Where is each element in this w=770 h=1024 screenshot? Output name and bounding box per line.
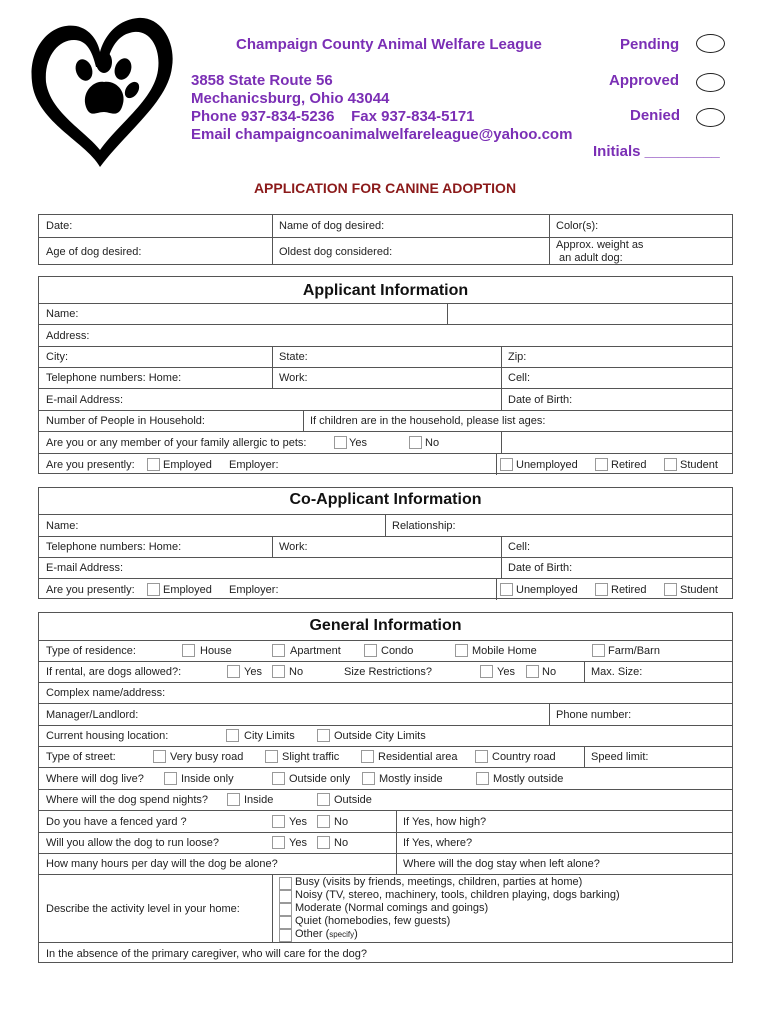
very-busy-label: Very busy road xyxy=(170,751,244,763)
manager-field[interactable]: Manager/Landlord: xyxy=(46,708,139,721)
allergic-yes-label: Yes xyxy=(349,437,367,449)
rental-yes-checkbox[interactable] xyxy=(227,665,240,678)
condo-checkbox[interactable] xyxy=(364,644,377,657)
activity-quiet-label: Quiet (homebodies, few guests) xyxy=(295,915,451,927)
size-yes-checkbox[interactable] xyxy=(480,665,493,678)
co-retired-checkbox[interactable] xyxy=(595,583,608,596)
activity-other-text: Other ( xyxy=(295,928,330,940)
coapplicant-email-field[interactable]: E-mail Address: xyxy=(46,562,124,574)
loose-where-field[interactable]: If Yes, where? xyxy=(403,837,473,849)
apartment-checkbox[interactable] xyxy=(272,644,285,657)
age-desired-field[interactable]: Age of dog desired: xyxy=(46,245,142,258)
outside-city-label: Outside City Limits xyxy=(334,730,426,742)
co-retired-label: Retired xyxy=(611,584,647,596)
paw-toe-icon xyxy=(73,57,96,83)
mobile-home-checkbox[interactable] xyxy=(455,644,468,657)
org-address: 3858 State Route 56 xyxy=(191,72,333,89)
housing-location-label: Current housing location: xyxy=(46,730,169,742)
oldest-dog-field[interactable]: Oldest dog considered: xyxy=(279,245,393,258)
applicant-work-phone-field[interactable]: Work: xyxy=(279,372,308,384)
country-road-checkbox[interactable] xyxy=(475,750,488,763)
applicant-section xyxy=(38,276,733,474)
co-student-checkbox[interactable] xyxy=(664,583,677,596)
condo-label: Condo xyxy=(381,645,414,657)
max-size-field[interactable]: Max. Size: xyxy=(591,666,643,678)
retired-checkbox[interactable] xyxy=(595,458,608,471)
loose-yes-checkbox[interactable] xyxy=(272,836,285,849)
paw-toe-icon xyxy=(122,79,142,101)
activity-quiet-checkbox[interactable] xyxy=(279,916,292,929)
loose-yes-label: Yes xyxy=(289,837,307,849)
co-unemployed-checkbox[interactable] xyxy=(500,583,513,596)
coapplicant-section xyxy=(38,487,733,599)
fence-height-field[interactable]: If Yes, how high? xyxy=(403,815,487,828)
application-title: APPLICATION FOR CANINE ADOPTION xyxy=(253,180,517,196)
rental-yes-label: Yes xyxy=(244,666,262,678)
status-pending-oval[interactable] xyxy=(696,34,725,53)
coapplicant-cell-field[interactable]: Cell: xyxy=(508,541,531,553)
heart-paw-logo xyxy=(26,12,176,172)
activity-busy-label: Busy (visits by friends, meetings, children, parties at home) xyxy=(295,876,583,888)
co-employed-label: Employed xyxy=(163,584,212,596)
initials-field[interactable]: Initials _________ xyxy=(593,143,720,160)
outside-city-checkbox[interactable] xyxy=(317,729,330,742)
rental-no-checkbox[interactable] xyxy=(272,665,285,678)
where-live-label: Where will dog live? xyxy=(46,772,144,785)
mostly-outside-label: Mostly outside xyxy=(493,773,564,785)
allergic-yes-checkbox[interactable] xyxy=(334,436,347,449)
mostly-outside-checkbox[interactable] xyxy=(476,772,489,785)
fenced-label: Do you have a fenced yard ? xyxy=(46,815,187,828)
general-heading: General Information xyxy=(309,617,462,634)
date-field[interactable]: Date: xyxy=(46,220,73,232)
size-restrictions-label: Size Restrictions? xyxy=(344,666,433,678)
complex-field[interactable]: Complex name/address: xyxy=(46,687,166,699)
activity-noisy-checkbox[interactable] xyxy=(279,890,292,903)
mobile-home-label: Mobile Home xyxy=(472,645,537,657)
dog-name-field[interactable]: Name of dog desired: xyxy=(279,220,385,232)
paw-toe-icon xyxy=(96,51,112,73)
activity-other-label xyxy=(295,928,358,940)
general-section xyxy=(38,612,733,963)
coapplicant-name-field[interactable]: Name: xyxy=(46,519,79,532)
fenced-yes-checkbox[interactable] xyxy=(272,815,285,828)
activity-busy-checkbox[interactable] xyxy=(279,877,292,890)
nights-inside-checkbox[interactable] xyxy=(227,793,240,806)
activity-specify-text: specify xyxy=(329,930,355,939)
run-loose-label: Will you allow the dog to run loose? xyxy=(46,837,220,849)
unemployed-label: Unemployed xyxy=(516,459,578,471)
fenced-no-label: No xyxy=(334,816,349,828)
co-employer-field[interactable]: Employer: xyxy=(229,584,279,596)
co-unemployed-label: Unemployed xyxy=(516,584,578,596)
very-busy-checkbox[interactable] xyxy=(153,750,166,763)
coapplicant-dob-field[interactable]: Date of Birth: xyxy=(508,562,573,574)
status-denied-oval[interactable] xyxy=(696,108,725,127)
mostly-inside-label: Mostly inside xyxy=(379,773,443,785)
unemployed-checkbox[interactable] xyxy=(500,458,513,471)
landlord-phone-field[interactable]: Phone number: xyxy=(556,708,632,721)
applicant-zip-field[interactable]: Zip: xyxy=(508,351,527,363)
size-no-checkbox[interactable] xyxy=(526,665,539,678)
activity-noisy-label: Noisy (TV, stereo, machinery, tools, children playing, dogs barking) xyxy=(295,889,620,901)
absence-caregiver-field[interactable]: In the absence of the primary caregiver, who will care for the dog? xyxy=(46,947,368,960)
inside-only-label: Inside only xyxy=(181,773,234,785)
paw-toe-icon xyxy=(112,56,135,82)
dog-desired-table xyxy=(38,214,733,265)
allergic-no-checkbox[interactable] xyxy=(409,436,422,449)
applicant-name-field[interactable]: Name: xyxy=(46,308,79,320)
rental-label: If rental, are dogs allowed?: xyxy=(46,666,182,678)
activity-other-checkbox[interactable] xyxy=(279,929,292,942)
stay-alone-field[interactable]: Where will the dog stay when left alone? xyxy=(403,858,600,870)
coapplicant-work-phone-field[interactable]: Work: xyxy=(279,541,308,553)
relationship-field[interactable]: Relationship: xyxy=(392,519,456,532)
coapplicant-heading: Co-Applicant Information xyxy=(289,491,482,508)
paw-pad-icon xyxy=(85,82,124,114)
size-no-label: No xyxy=(542,666,557,678)
student-checkbox[interactable] xyxy=(664,458,677,471)
loose-no-label: No xyxy=(334,837,349,849)
rental-no-label: No xyxy=(289,666,304,678)
children-ages-field[interactable]: If children are in the household, please list ages: xyxy=(310,415,546,427)
outside-only-label: Outside only xyxy=(289,773,351,785)
status-approved-label: Approved xyxy=(609,72,680,89)
residence-label: Type of residence: xyxy=(46,645,136,657)
weight-label: Approx. weight as xyxy=(556,239,644,251)
nights-inside-label: Inside xyxy=(244,794,274,806)
co-student-label: Student xyxy=(680,584,718,596)
activity-close-paren: ) xyxy=(354,928,358,940)
apartment-label: Apartment xyxy=(290,645,341,657)
nights-outside-label: Outside xyxy=(334,794,372,806)
house-checkbox[interactable] xyxy=(182,644,195,657)
nights-outside-checkbox[interactable] xyxy=(317,793,330,806)
weight-label-2: an adult dog: xyxy=(556,252,623,264)
street-type-label: Type of street: xyxy=(46,751,116,763)
nights-label: Where will the dog spend nights? xyxy=(46,794,209,806)
org-name: Champaign County Animal Welfare League xyxy=(236,36,542,53)
applicant-dob-field[interactable]: Date of Birth: xyxy=(508,393,573,406)
applicant-address-field[interactable]: Address: xyxy=(46,329,90,342)
slight-traffic-label: Slight traffic xyxy=(282,751,340,763)
country-road-label: Country road xyxy=(492,751,556,763)
applicant-email-field[interactable]: E-mail Address: xyxy=(46,393,124,406)
org-city: Mechanicsburg, Ohio 43044 xyxy=(191,90,390,107)
applicant-heading: Applicant Information xyxy=(302,282,469,299)
loose-no-checkbox[interactable] xyxy=(317,836,330,849)
fenced-yes-label: Yes xyxy=(289,816,307,828)
activity-moderate-checkbox[interactable] xyxy=(279,903,292,916)
hours-alone-field[interactable]: How many hours per day will the dog be alone? xyxy=(46,858,278,870)
coapplicant-home-phone-field[interactable]: Telephone numbers: Home: xyxy=(46,541,182,553)
applicant-home-phone-field[interactable]: Telephone numbers: Home: xyxy=(46,372,182,384)
applicant-city-field[interactable]: City: xyxy=(46,351,68,363)
household-count-field[interactable]: Number of People in Household: xyxy=(46,415,205,427)
slight-traffic-checkbox[interactable] xyxy=(265,750,278,763)
residential-label: Residential area xyxy=(378,751,458,763)
city-limits-label: City Limits xyxy=(244,730,295,742)
status-pending-label: Pending xyxy=(620,36,680,53)
co-employed-checkbox[interactable] xyxy=(147,583,160,596)
co-presently-label: Are you presently: xyxy=(46,583,135,596)
farm-barn-label: Farm/Barn xyxy=(608,645,660,657)
org-email: Email champaigncoanimalwelfareleague@yahoo.com xyxy=(191,126,573,143)
allergic-label: Are you or any member of your family allergic to pets: xyxy=(46,436,307,449)
mostly-inside-checkbox[interactable] xyxy=(362,772,375,785)
activity-label: Describe the activity level in your home: xyxy=(46,902,240,915)
org-phone: Phone 937-834-5236 Fax 937-834-5171 xyxy=(191,108,475,125)
status-denied-label: Denied xyxy=(630,107,681,124)
applicant-cell-field[interactable]: Cell: xyxy=(508,372,531,384)
farm-barn-checkbox[interactable] xyxy=(592,644,605,657)
activity-moderate-label: Moderate (Normal comings and goings) xyxy=(295,902,489,914)
applicant-state-field[interactable]: State: xyxy=(279,351,308,363)
colors-field[interactable]: Color(s): xyxy=(556,220,599,232)
speed-limit-field[interactable]: Speed limit: xyxy=(591,751,649,763)
residential-checkbox[interactable] xyxy=(361,750,374,763)
employed-checkbox[interactable] xyxy=(147,458,160,471)
allergic-no-label: No xyxy=(425,437,440,449)
size-yes-label: Yes xyxy=(497,666,515,678)
status-approved-oval[interactable] xyxy=(696,73,725,92)
outside-only-checkbox[interactable] xyxy=(272,772,285,785)
presently-label: Are you presently: xyxy=(46,458,135,471)
employer-field[interactable]: Employer: xyxy=(229,459,279,471)
retired-label: Retired xyxy=(611,459,647,471)
fenced-no-checkbox[interactable] xyxy=(317,815,330,828)
inside-only-checkbox[interactable] xyxy=(164,772,177,785)
city-limits-checkbox[interactable] xyxy=(226,729,239,742)
house-label: House xyxy=(200,645,232,657)
student-label: Student xyxy=(680,459,718,471)
employed-label: Employed xyxy=(163,459,212,471)
